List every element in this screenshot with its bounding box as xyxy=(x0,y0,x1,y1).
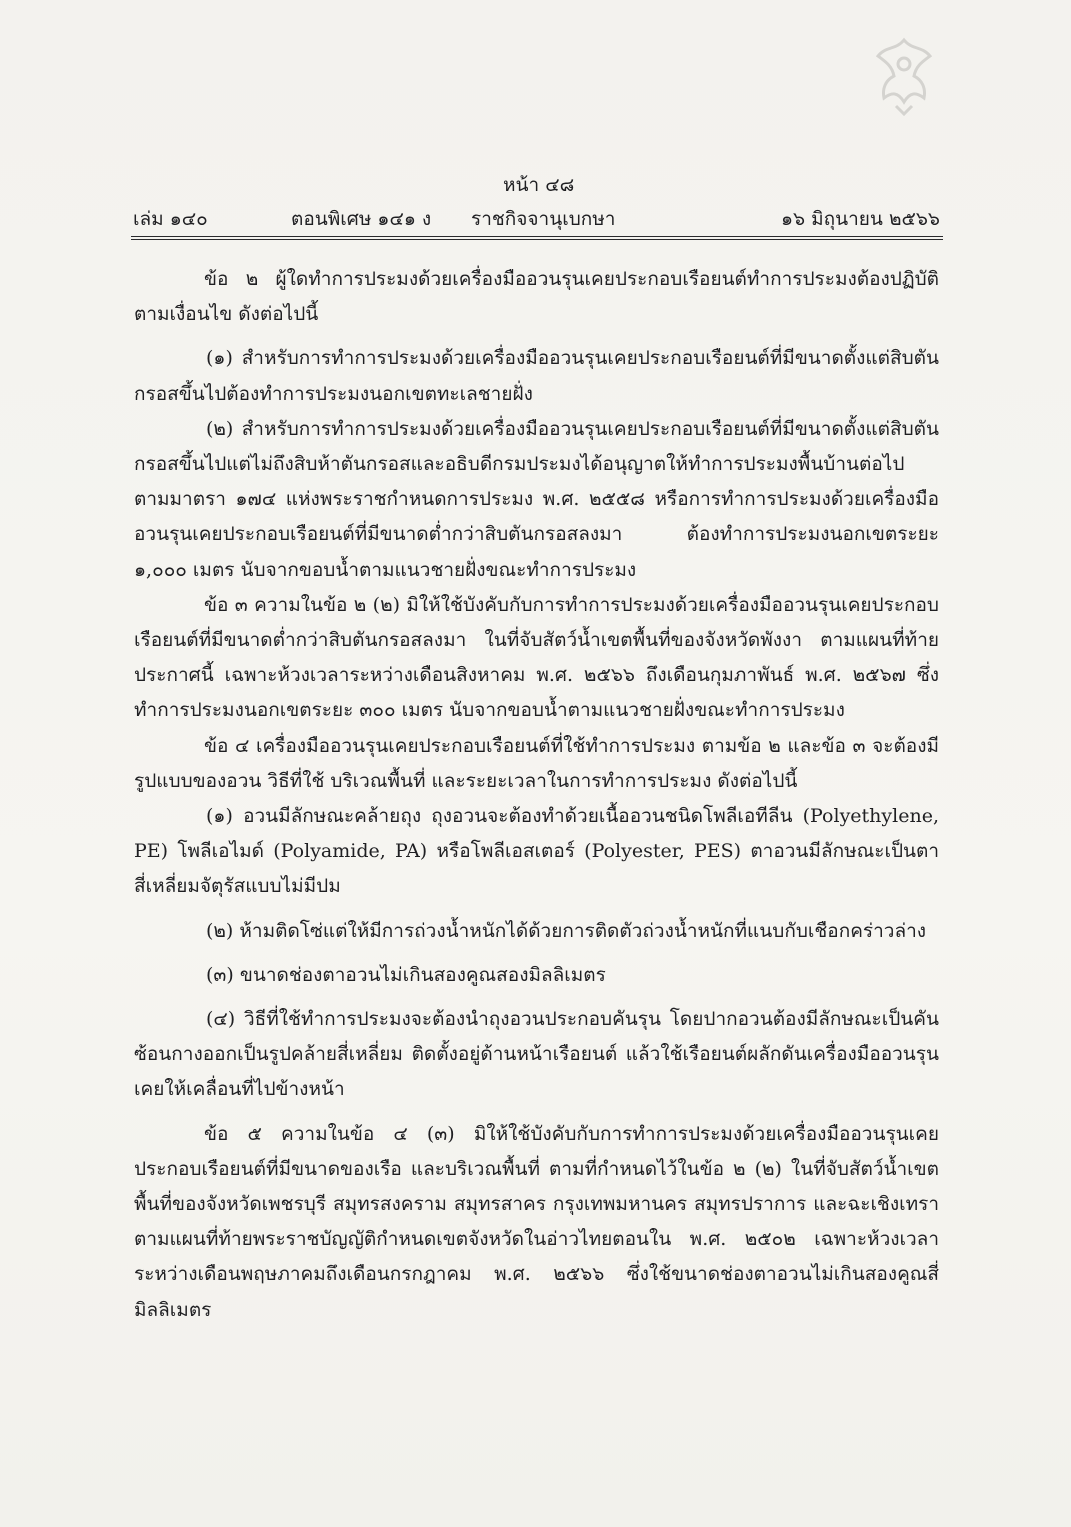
paragraph-clause-2: ข้อ ๒ ผู้ใดทำการประมงด้วยเครื่องมืออวนรุนเคยประกอบเรือยนต์ทำการประมงต้องปฏิบัติตามเงื่อนไข ดังต่อไปนี้ xyxy=(134,268,939,326)
paragraph-clause-4-3: (๓) ขนาดช่องตาอวนไม่เกินสองคูณสองมิลลิเมตร xyxy=(206,963,606,986)
paragraph-clause-5: ข้อ ๕ ความในข้อ ๔ (๓) มิให้ใช้บังคับกับการทำการประมงด้วยเครื่องมืออวนรุนเคยประกอบเรือยนต์ที่มีขนาดของเรือ และบริเวณพื้นที่ ตามที่กำหนดไว้ในข้อ ๒ (๒) ในที่จับสัตว์น้ำเขตพื้นที่ของจังหวัดเพชรบุรี สมุทรสงคราม สมุทรสาคร กรุงเทพมหานคร สมุทรปราการ และฉะเชิงเทรา ตามแผนที่ท้ายพระราชบัญญัติกำหนดเขตจังหวัดในอ่าวไทยตอนใน พ.ศ. ๒๕๐๒ เฉพาะห้วงเวลาระหว่างเดือนพฤษภาคมถึงเดือนกรกฎาคม พ.ศ. ๒๕๖๖ ซึ่งใช้ขนาดช่องตาอวนไม่เกินสองคูณสี่มิลลิเมตร xyxy=(134,1122,939,1321)
publication-date: ๑๖ มิถุนายน ๒๕๖๖ xyxy=(780,208,940,230)
volume-label: เล่ม ๑๔๐ xyxy=(133,208,208,230)
paragraph-clause-4-4: (๔) วิธีที่ใช้ทำการประมงจะต้องนำถุงอวนประกอบคันรุน โดยปากอวนต้องมีลักษณะเป็นคันซ้อนกางออกเป็นรูปคล้ายสี่เหลี่ยม ติดตั้งอยู่ด้านหน้าเรือยนต์ แล้วใช้เรือยนต์ผลักดันเครื่องมืออวนรุนเคยให้เคลื่อนที่ไปข้างหน้า xyxy=(134,1008,939,1101)
issue-label: ตอนพิเศษ ๑๔๑ ง xyxy=(291,208,432,230)
gazette-name: ราชกิจจานุเบกษา xyxy=(471,208,616,230)
paragraph-clause-4: ข้อ ๔ เครื่องมืออวนรุนเคยประกอบเรือยนต์ที่ใช้ทำการประมง ตามข้อ ๒ และข้อ ๓ จะต้องมีรูปแบบของอวน วิธีที่ใช้ บริเวณพื้นที่ และระยะเวลาในการทำการประมง ดังต่อไปนี้ xyxy=(134,734,939,792)
paragraph-clause-4-1: (๑) อวนมีลักษณะคล้ายถุง ถุงอวนจะต้องทำด้วยเนื้ออวนชนิดโพลีเอทีลีน (Polyethylene, PE) โพลีเอไมด์ (Polyamide, PA) หรือโพลีเอสเตอร์ (Polyester, PES) ตาอวนมีลักษณะเป็นตาสี่เหลี่ยมจัตุรัสแบบไม่มีปม xyxy=(134,805,939,898)
page-number: หน้า ๔๘ xyxy=(503,174,575,196)
paragraph-clause-2-1: (๑) สำหรับการทำการประมงด้วยเครื่องมืออวนรุนเคยประกอบเรือยนต์ที่มีขนาดตั้งแต่สิบตันกรอสขึ้นไปต้องทำการประมงนอกเขตทะเลชายฝั่ง xyxy=(134,347,939,405)
paragraph-clause-3: ข้อ ๓ ความในข้อ ๒ (๒) มิให้ใช้บังคับกับการทำการประมงด้วยเครื่องมืออวนรุนเคยประกอบเรือยนต์ที่มีขนาดต่ำกว่าสิบตันกรอสลงมา ในที่จับสัตว์น้ำเขตพื้นที่ของจังหวัดพังงา ตามแผนที่ท้ายประกาศนี้ เฉพาะห้วงเวลาระหว่างเดือนสิงหาคม พ.ศ. ๒๕๖๖ ถึงเดือนกุมภาพันธ์ พ.ศ. ๒๕๖๗ ซึ่งทำการประมงนอกเขตระยะ ๓๐๐ เมตร นับจากขอบน้ำตามแนวชายฝั่งขณะทำการประมง xyxy=(134,593,939,722)
header-divider xyxy=(131,236,943,240)
paragraph-clause-4-2: (๒) ห้ามติดโซ่แต่ให้มีการถ่วงน้ำหนักได้ด้วยการติดตัวถ่วงน้ำหนักที่แนบกับเชือกคร่าวล่าง xyxy=(206,919,927,942)
document-body xyxy=(134,262,939,1328)
garuda-emblem-icon xyxy=(872,36,936,116)
gazette-header xyxy=(133,204,940,230)
paragraph-clause-2-2: (๒) สำหรับการทำการประมงด้วยเครื่องมืออวนรุนเคยประกอบเรือยนต์ที่มีขนาดตั้งแต่สิบตันกรอสขึ้นไปแต่ไม่ถึงสิบห้าตันกรอสและอธิบดีกรมประมงได้อนุญาตให้ทำการประมงพื้นบ้านต่อไปตามมาตรา ๑๗๔ แห่งพระราชกำหนดการประมง พ.ศ. ๒๕๕๘ หรือการทำการประมงด้วยเครื่องมืออวนรุนเคยประกอบเรือยนต์ที่มีขนาดต่ำกว่าสิบตันกรอสลงมา ต้องทำการประมงนอกเขตระยะ ๑,๐๐๐ เมตร นับจากขอบน้ำตามแนวชายฝั่งขณะทำการประมง xyxy=(134,417,939,581)
